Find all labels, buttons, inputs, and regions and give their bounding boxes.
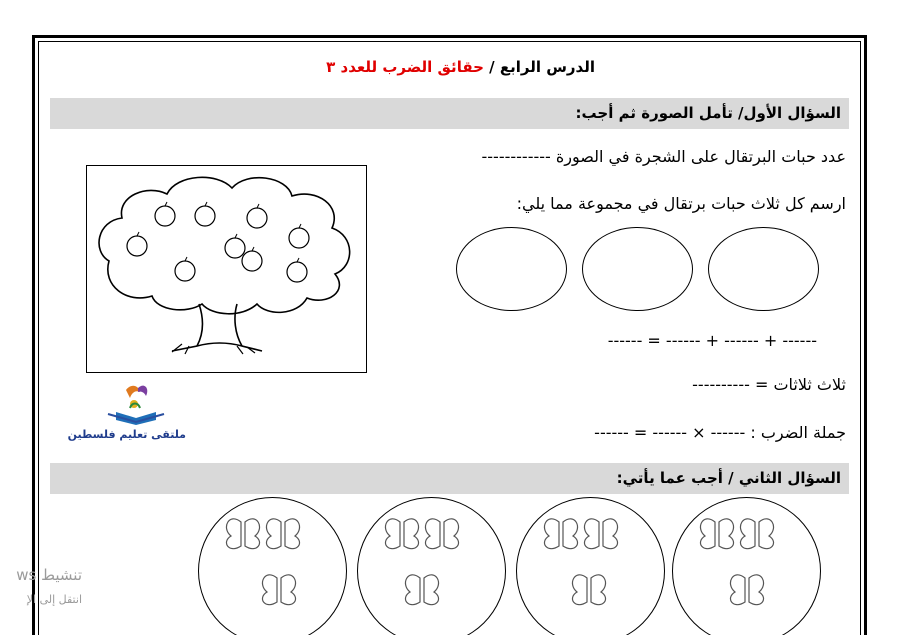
activation-watermark-line2: انتقل إلى الإ <box>26 593 82 606</box>
lesson-topic: حقائق الضرب للعدد ٣ <box>326 58 484 76</box>
butterfly-drawing-3 <box>517 498 664 635</box>
three-threes-line: ثلاث ثلاثات = ---------- <box>692 375 846 394</box>
butterfly-group-1 <box>198 497 347 635</box>
logo-book-icon <box>86 378 186 428</box>
addition-sentence: ------ + ------ + ------ = ------ <box>607 331 817 350</box>
lesson-label: الدرس الرابع / <box>489 58 595 76</box>
butterfly-drawing-4 <box>673 498 820 635</box>
butterfly-group-4 <box>672 497 821 635</box>
butterfly-drawing-1 <box>199 498 346 635</box>
butterfly-group-2 <box>357 497 506 635</box>
group-circle-1 <box>456 227 567 311</box>
activation-watermark-line1: تنشيط ws <box>16 566 82 584</box>
butterfly-drawing-2 <box>358 498 505 635</box>
butterfly-group-3 <box>516 497 665 635</box>
question-1-heading: السؤال الأول/ تأمل الصورة ثم أجب: <box>50 98 849 129</box>
orange-count-line: عدد حبات البرتقال على الشجرة في الصورة ------------ <box>481 147 846 166</box>
group-circle-2 <box>582 227 693 311</box>
worksheet-title <box>326 58 595 76</box>
draw-groups-line: ارسم كل ثلاث حبات برتقال في مجموعة مما يلي: <box>516 194 846 213</box>
logo-caption: ملتقى تعليم فلسطين <box>67 428 186 441</box>
group-circle-3 <box>708 227 819 311</box>
orange-tree-image <box>86 165 367 373</box>
question-2-heading: السؤال الثاني / أجب عما يأتي: <box>50 463 849 494</box>
orange-tree-drawing <box>87 166 365 371</box>
multiplication-sentence: جملة الضرب : ------ × ------ = ------ <box>594 423 846 442</box>
